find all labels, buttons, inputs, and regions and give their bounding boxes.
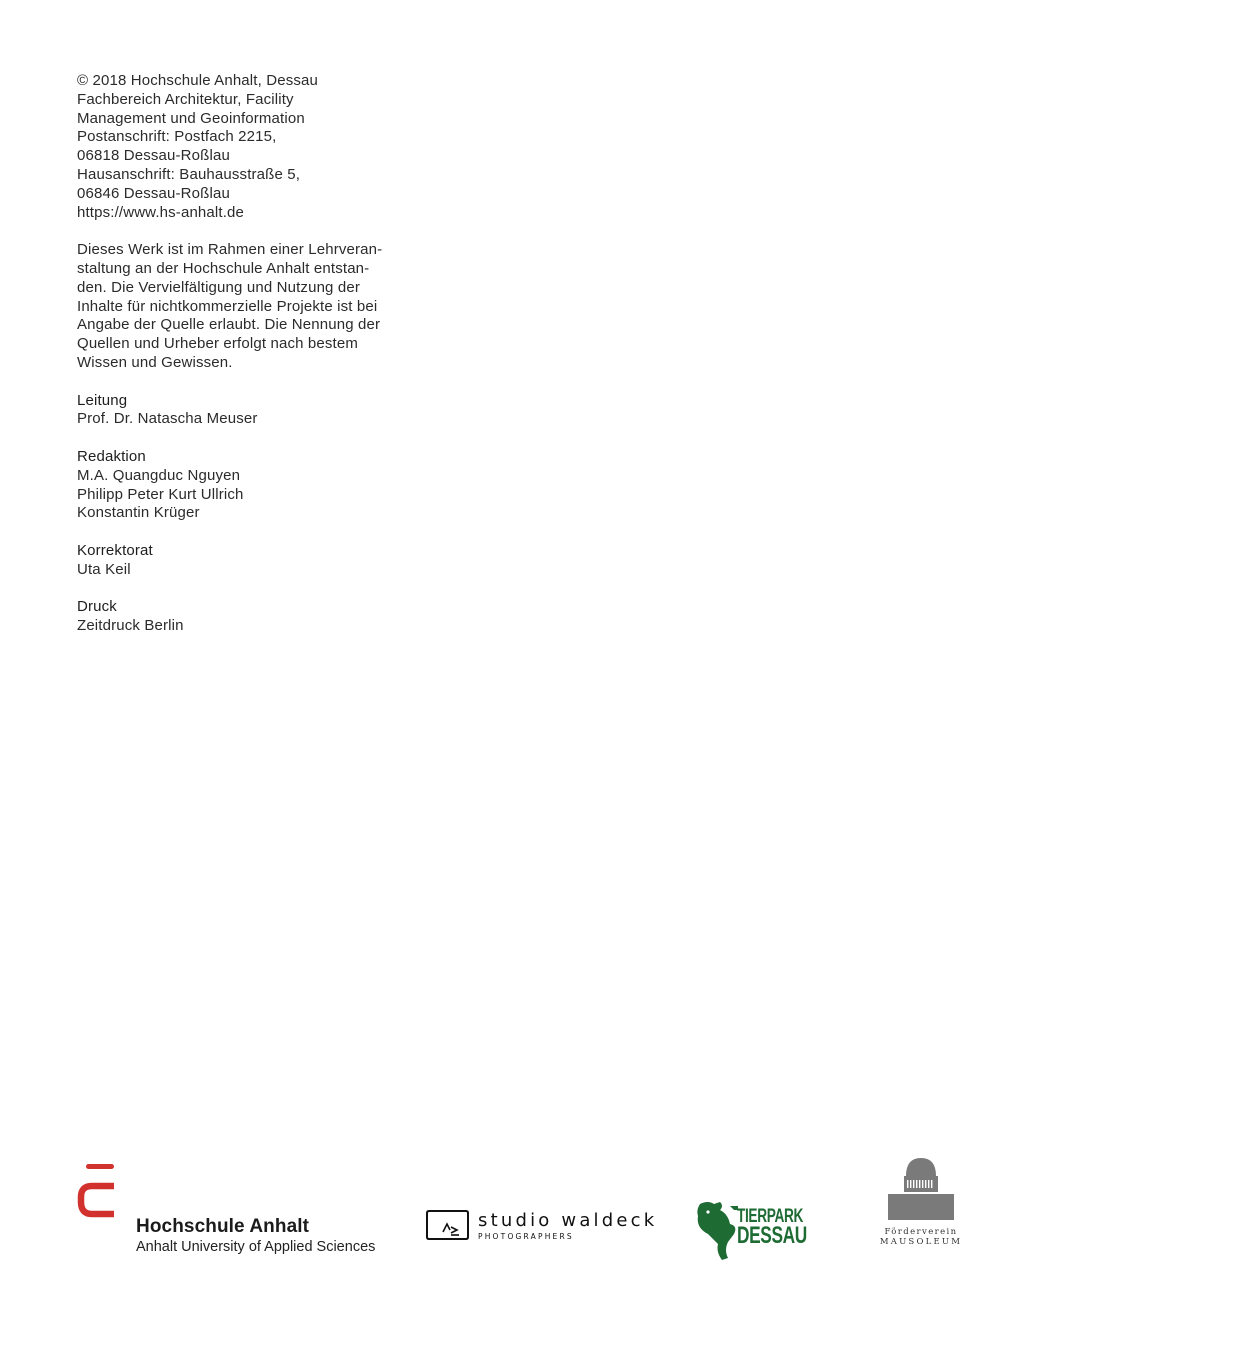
- notice-line: staltung an der Hochschule Anhalt entstan-: [77, 259, 370, 277]
- studio-name: studio waldeck: [478, 1210, 658, 1231]
- hochschule-c-icon: [76, 1164, 120, 1228]
- usage-notice: [77, 241, 417, 373]
- credit-label: Korrektorat: [77, 541, 153, 559]
- address-line: 06818 Dessau-Roßlau: [77, 147, 230, 165]
- address-line: © 2018 Hochschule Anhalt, Dessau: [77, 72, 318, 89]
- tierpark-line2: DESSAU: [737, 1222, 807, 1249]
- credit-label: Druck: [77, 598, 117, 616]
- mausoleum-line2: MAUSOLEUM: [879, 1237, 963, 1247]
- notice-line: Wissen und Gewissen.: [77, 353, 233, 371]
- credit-name: Zeitdruck Berlin: [77, 617, 184, 635]
- studio-subtitle: PHOTOGRAPHERS: [478, 1232, 574, 1241]
- credit-druck: [77, 598, 417, 636]
- tierpark-line1: TIERPARK: [737, 1206, 804, 1227]
- notice-line: Angabe der Quelle erlaubt. Die Nennung der: [77, 316, 381, 334]
- notice-line: Inhalte für nichtkommerzielle Projekte ist bei: [77, 297, 378, 315]
- credit-name: Philipp Peter Kurt Ullrich: [77, 485, 244, 503]
- hochschule-anhalt-logo: [76, 1164, 396, 1255]
- credit-label: Redaktion: [77, 447, 146, 465]
- credit-korrektorat: [77, 542, 417, 580]
- credit-name: Konstantin Krüger: [77, 504, 200, 522]
- credit-redaktion: [77, 448, 417, 523]
- address-line: Management und Geoinformation: [77, 109, 305, 127]
- credit-leitung: [77, 392, 417, 430]
- address-block: [77, 72, 417, 222]
- tierpark-animal-icon: [694, 1200, 740, 1262]
- address-line: 06846 Dessau-Roßlau: [77, 184, 230, 202]
- studio-waldeck-logo: [426, 1208, 666, 1248]
- foerderverein-mausoleum-logo: [878, 1154, 964, 1254]
- address-line: Hausanschrift: Bauhausstraße 5,: [77, 165, 301, 183]
- imprint-text: [77, 72, 417, 655]
- mausoleum-building-icon: [886, 1154, 956, 1224]
- notice-line: Quellen und Urheber erfolgt nach bestem: [77, 335, 359, 353]
- notice-line: Dieses Werk ist im Rahmen einer Lehrveran-: [77, 241, 383, 259]
- credit-name: M.A. Quangduc Nguyen: [77, 466, 241, 484]
- sponsor-logos: [0, 1150, 1240, 1270]
- hochschule-subtitle: Anhalt University of Applied Sciences: [136, 1239, 376, 1255]
- credit-label: Leitung: [77, 391, 128, 409]
- notice-line: den. Die Vervielfältigung und Nutzung der: [77, 278, 360, 296]
- address-line: Fachbereich Architektur, Facility: [77, 90, 294, 108]
- mausoleum-line1: Förderverein: [884, 1227, 958, 1237]
- address-line: Postanschrift: Postfach 2215,: [77, 128, 277, 146]
- hochschule-name: Hochschule Anhalt: [136, 1216, 310, 1237]
- website-link[interactable]: https://www.hs-anhalt.de: [77, 203, 245, 221]
- camera-frame-icon: [426, 1208, 470, 1242]
- tierpark-dessau-logo: [694, 1200, 814, 1262]
- credit-name: Uta Keil: [77, 560, 131, 578]
- credit-name: Prof. Dr. Natascha Meuser: [77, 410, 258, 428]
